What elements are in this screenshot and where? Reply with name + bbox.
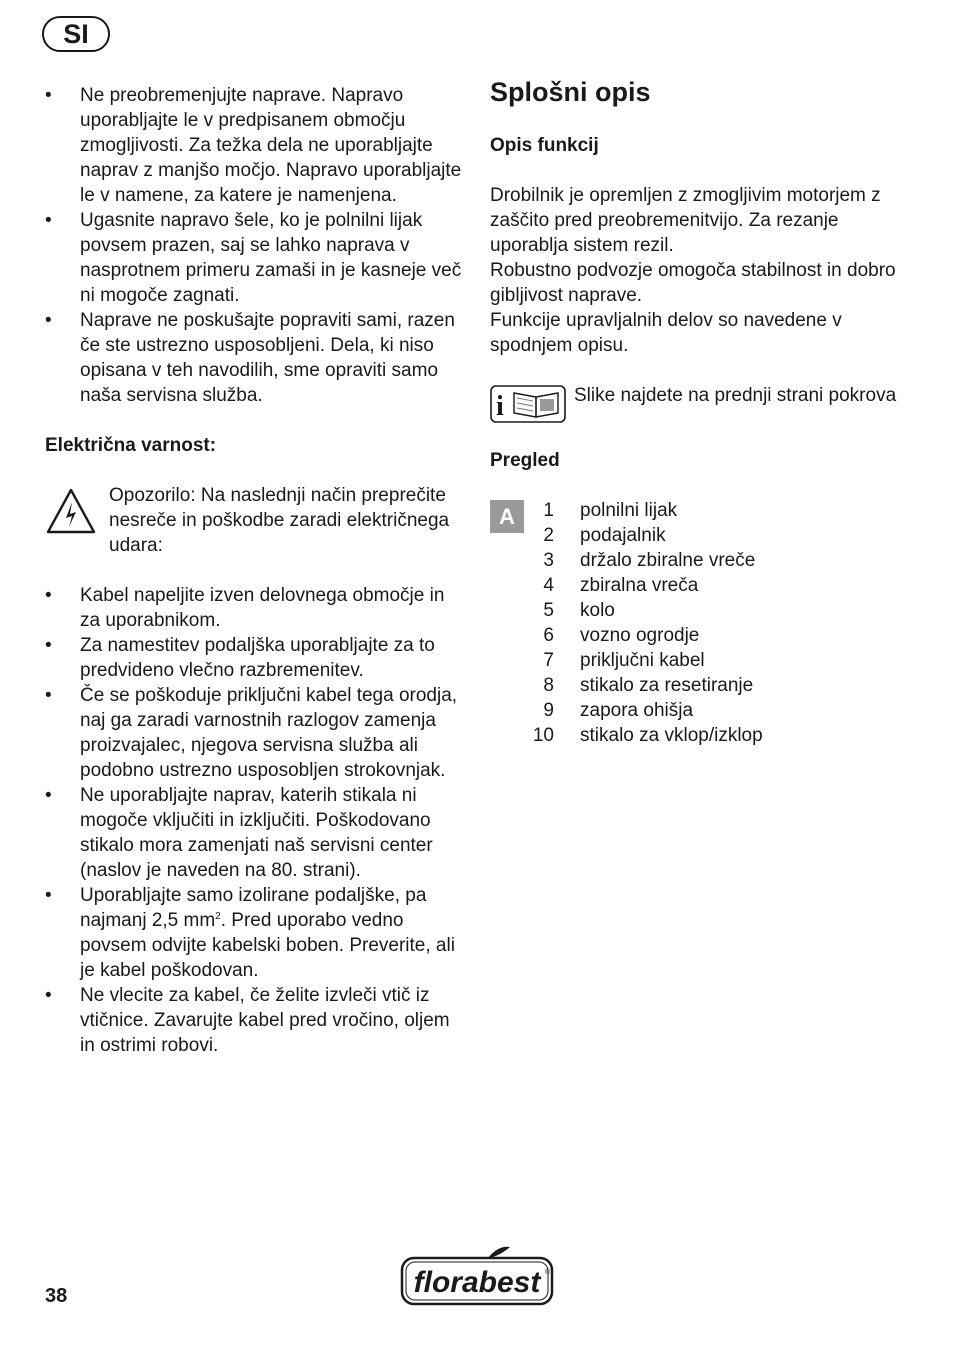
- page-number: 38: [45, 1285, 68, 1307]
- part-item: [530, 523, 920, 548]
- page-title: Splošni opis: [490, 77, 651, 107]
- paragraph: Drobilnik je opremljen z zmogljivim motorjem z zaščito pred preobremenitvijo. Za rezanje uporablja sistem rezil.: [490, 185, 881, 256]
- info-book-icon: [490, 385, 566, 423]
- part-item: [530, 598, 920, 623]
- list-item: • Ugasnite napravo šele, ko je polnilni lijak povsem prazen, saj se lahko naprava v nasprotnem primeru zamaši in je kasneje več ni mogoče zagnati.: [45, 208, 465, 308]
- paragraph: Funkcije upravljalnih delov so navedene v spodnjem opisu.: [490, 310, 842, 356]
- part-item: [530, 498, 920, 523]
- right-column: [490, 75, 920, 748]
- part-label: stikalo za vklop/izklop: [580, 725, 763, 746]
- electrical-bullet-list: [45, 583, 465, 883]
- paragraph: Robustno podvozje omogoča stabilnost in dobro gibljivost naprave.: [490, 260, 896, 306]
- superscript: 2: [215, 911, 221, 922]
- part-item: [530, 573, 920, 598]
- list-item: [45, 883, 465, 983]
- svg-text:i: i: [496, 391, 504, 422]
- part-number: 9: [543, 700, 554, 721]
- part-label: podajalnik: [580, 525, 666, 546]
- part-label: vozno ogrodje: [580, 625, 700, 646]
- part-number: 7: [543, 650, 554, 671]
- part-number: 3: [543, 550, 554, 571]
- part-label: zapora ohišja: [580, 700, 694, 721]
- svg-text:florabest: florabest: [413, 1266, 541, 1299]
- list-item: • Naprave ne poskušajte popraviti sami, razen če ste ustrezno usposobljeni. Dela, ki niso opisana v teh navodilih, sme opraviti samo naša servisna služba.: [45, 308, 465, 408]
- electrical-safety-heading: Električna varnost:: [45, 435, 217, 456]
- part-label: priključni kabel: [580, 650, 705, 671]
- part-number: 8: [543, 675, 554, 696]
- part-label: držalo zbiralne vreče: [580, 550, 756, 571]
- list-item: • Za namestitev podaljška uporabljajte za to predvideno vlečno razbremenitev.: [45, 633, 465, 683]
- parts-list: [490, 498, 920, 748]
- part-number: 5: [543, 600, 554, 621]
- part-number: 10: [532, 725, 554, 746]
- part-number: 1: [543, 500, 554, 521]
- warning-notice: [45, 483, 465, 558]
- function-heading: Opis funkcij: [490, 135, 599, 156]
- warning-text: Opozorilo: Na naslednji način preprečite nesreče in poškodbe zaradi električnega udara:: [109, 485, 450, 556]
- safety-bullet-list: [45, 83, 465, 408]
- list-item: • Ne vlecite za kabel, če želite izvleči vtič iz vtičnice. Zavarujte kabel pred vročino, oljem in ostrimi robovi.: [45, 983, 465, 1058]
- part-item: [530, 723, 920, 748]
- info-note: [490, 383, 920, 423]
- part-item: [530, 648, 920, 673]
- part-number: 2: [543, 525, 554, 546]
- left-column: [45, 83, 465, 1058]
- list-item: • Ne preobremenjujte naprave. Napravo uporabljajte le v predpisanem območju zmogljivosti. Za težka dela ne uporabljajte naprav z manjšo močjo. Napravo uporabljajte le v namene, za katere je namenjena.: [45, 83, 465, 208]
- part-number: 6: [543, 625, 554, 646]
- language-badge: SI: [42, 16, 110, 52]
- cable-text-before: Uporabljajte samo izolirane podaljške, pa najmanj 2,5 mm: [80, 885, 427, 931]
- part-label: stikalo za resetiranje: [580, 675, 754, 696]
- part-item: [530, 623, 920, 648]
- part-item: [530, 698, 920, 723]
- cable-bullet-list: [45, 883, 465, 1058]
- function-description: [490, 183, 920, 358]
- info-note-text: Slike najdete na prednji strani pokrova: [574, 385, 897, 406]
- florabest-logo: [400, 1244, 554, 1306]
- part-label: polnilni lijak: [580, 500, 678, 521]
- list-item: • Kabel napeljite izven delovnega območje in za uporabnikom.: [45, 583, 465, 633]
- part-item: [530, 548, 920, 573]
- part-label: zbiralna vreča: [580, 575, 699, 596]
- overview-heading: Pregled: [490, 450, 560, 471]
- parts-overview: [490, 498, 920, 748]
- list-item: • Ne uporabljajte naprav, katerih stikala ni mogoče vključiti in izključiti. Poškodovano stikalo mora zamenjati naš servisni center (naslov je naveden na 80. strani).: [45, 783, 465, 883]
- list-item: • Če se poškoduje priključni kabel tega orodja, naj ga zaradi varnostnih razlogov zamenja proizvajalec, njegova servisna služba ali podobno ustrezno usposobljen strokovnjak.: [45, 683, 465, 783]
- electric-hazard-icon: [45, 487, 97, 535]
- cable-text-after: . Pred uporabo vedno povsem odvijte kabelski boben. Preverite, ali je kabel poškodovan.: [80, 910, 455, 981]
- part-item: [530, 673, 920, 698]
- part-number: 4: [543, 575, 554, 596]
- figure-badge: A: [490, 500, 524, 533]
- svg-text:®: ®: [545, 1269, 551, 1276]
- part-label: kolo: [580, 600, 615, 621]
